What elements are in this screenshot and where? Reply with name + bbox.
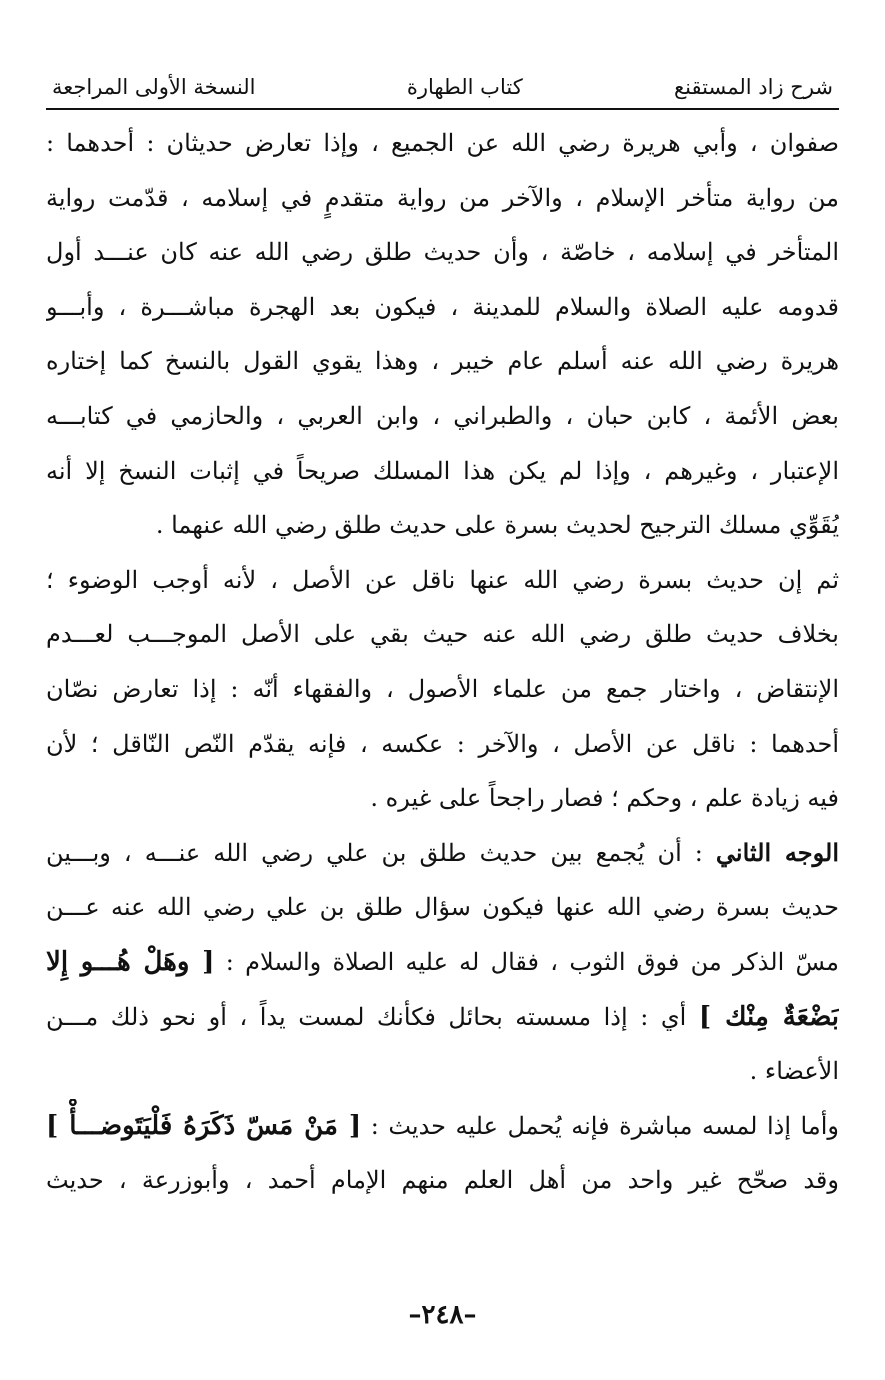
hadith-quote: [ وهَلْ هُـــو إِلا [46, 946, 215, 977]
text-line: هريرة رضي الله عنه أسلم عام خيبر ، وهذا يقوي القول بالنسخ كما إختاره [46, 347, 839, 376]
text-line: أحدهما : ناقل عن الأصل ، والآخر : عكسه ، فإنه يقدّم النّص النّاقل ؛ لأن [46, 729, 839, 758]
text-line: قدومه عليه الصلاة والسلام للمدينة ، فيكون بعد الهجرة مباشـــرة ، وأبـــو [46, 292, 839, 321]
text-line: الإنتقاض ، واختار جمع من علماء الأصول ، والفقهاء أنّه : إذا تعارض نصّان [46, 674, 839, 703]
text-line: الإعتبار ، وغيرهم ، وإذا لم يكن هذا المسلك صريحاً في إثبات النسخ إلا أنه [46, 456, 839, 485]
text-line: ثم إن حديث بسرة رضي الله عنها ناقل عن الأصل ، لأنه أوجب الوضوء ؛ [46, 565, 839, 594]
document-page [46, 52, 839, 1208]
edition-note: النسخة الأولى المراجعة [52, 74, 256, 99]
hadith-quote: بَضْعَةٌ مِنْك ] [698, 1001, 839, 1032]
hadith-quote: [ مَنْ مَسّ ذَكَرَهُ فَلْيَتَوضـــأْ ] [46, 1110, 362, 1141]
page-number: –٢٤٨– [408, 1300, 477, 1330]
text-line: المتأخر في إسلامه ، خاصّة ، وأن حديث طلق رضي الله عنه كان عنـــد أول [46, 238, 839, 267]
text-line: وأما إذا لمسه مباشرة فإنه يُحمل عليه حديث : [ مَنْ مَسّ ذَكَرَهُ فَلْيَتَوضـــأْ ] [46, 1110, 839, 1141]
text-line: يُقَوِّي مسلك الترجيح لحديث بسرة على حديث طلق رضي الله عنهما . [155, 511, 839, 540]
text-line: الوجه الثاني : أن يُجمع بين حديث طلق بن علي رضي الله عنـــه ، وبـــين [46, 837, 839, 867]
body-text [46, 116, 839, 1208]
text-line: الأعضاء . [749, 1057, 839, 1086]
text-line: فيه زيادة علم ، وحكم ؛ فصار راجحاً على غيره . [370, 784, 839, 813]
text-line: حديث بسرة رضي الله عنها فيكون سؤال طلق بن علي رضي الله عنه عـــن [46, 893, 839, 922]
text-line: صفوان ، وأبي هريرة رضي الله عن الجميع ، وإذا تعارض حديثان : أحدهما : [46, 129, 839, 157]
text-line: مسّ الذكر من فوق الثوب ، فقال له عليه الصلاة والسلام : [ وهَلْ هُـــو إِلا [46, 946, 839, 977]
text-line: بخلاف حديث طلق رضي الله عنه حيث بقي على الأصل الموجـــب لعـــدم [46, 620, 839, 649]
running-header [46, 52, 839, 108]
text-line: وقد صحّح غير واحد من أهل العلم منهم الإمام أحمد ، وأبوزرعة ، حديث [46, 1166, 839, 1195]
section-heading: الوجه الثاني [715, 837, 839, 867]
text-line: من رواية متأخر الإسلام ، والآخر من رواية متقدمٍ في إسلامه ، قدّمت رواية [46, 183, 839, 212]
chapter-title: كتاب الطهارة [406, 74, 523, 99]
book-title: شرح زاد المستقنع [674, 74, 833, 99]
header-rule [46, 108, 839, 110]
text-line: بعض الأئمة ، كابن حبان ، والطبراني ، وابن العربي ، والحازمي في كتابـــه [46, 401, 839, 430]
text-line: بَضْعَةٌ مِنْك ] أي : إذا مسسته بحائل فكأنك لمست يداً ، أو نحو ذلك مـــن [46, 1001, 839, 1032]
